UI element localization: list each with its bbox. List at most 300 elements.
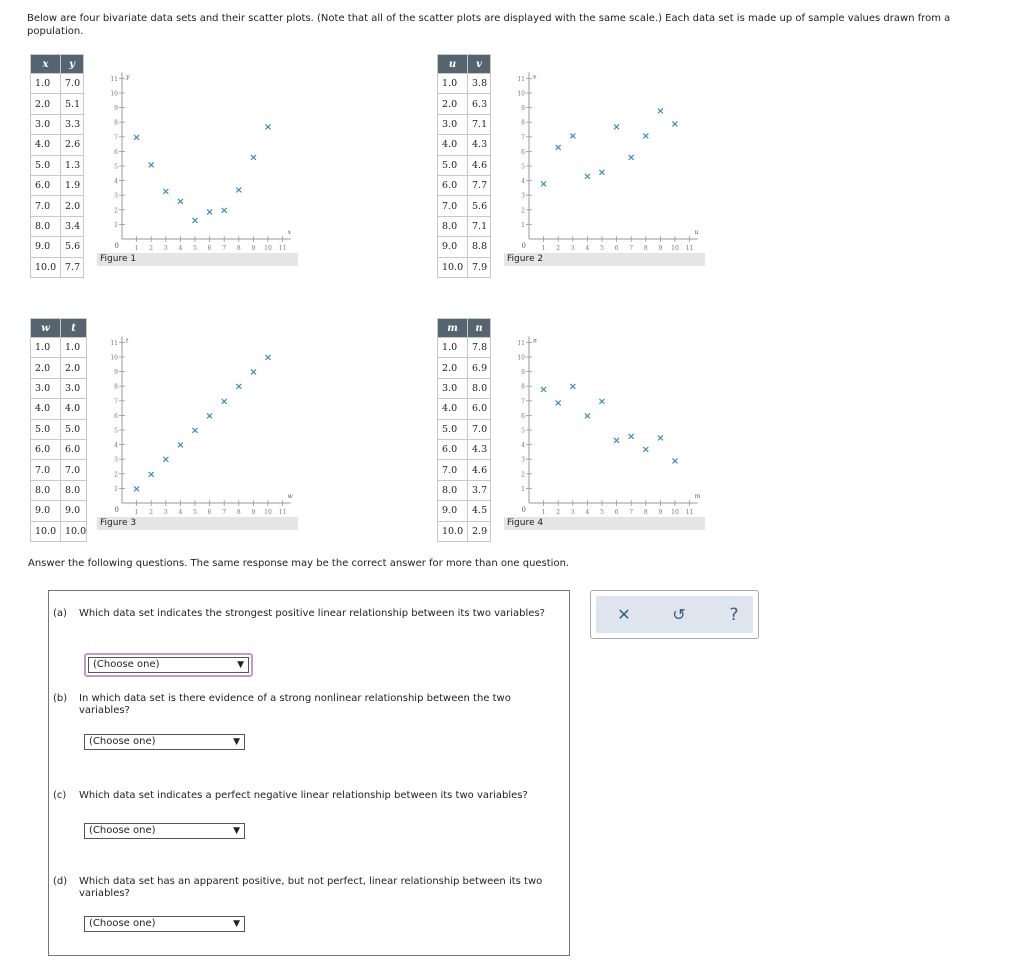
dropdown-arrow-icon: ▼ bbox=[233, 919, 240, 929]
scatter-plot-4 bbox=[500, 318, 710, 514]
question-c bbox=[53, 790, 563, 845]
data-table-3 bbox=[30, 318, 87, 542]
data-point-marker: × bbox=[656, 432, 665, 444]
table-row bbox=[438, 114, 491, 134]
x-tick-label: 11 bbox=[685, 509, 694, 514]
x-tick-label: 5 bbox=[193, 245, 197, 250]
x-tick-label: 8 bbox=[643, 509, 648, 514]
data-point-marker: × bbox=[132, 132, 141, 144]
select-value: (Choose one) bbox=[89, 918, 156, 929]
table-row bbox=[31, 439, 87, 459]
data-point-marker: × bbox=[132, 483, 141, 495]
data-point-marker: × bbox=[205, 206, 214, 218]
table-row bbox=[438, 501, 491, 521]
y-tick-label: 3 bbox=[521, 192, 525, 200]
answer-select-b[interactable] bbox=[84, 734, 245, 750]
cell-x-value: 5.0 bbox=[438, 419, 468, 439]
x-axis-label: x bbox=[287, 229, 291, 236]
table-row bbox=[31, 135, 84, 155]
question-label: (a) bbox=[53, 608, 67, 619]
clear-button[interactable]: ✕ bbox=[617, 605, 631, 624]
cell-y-value: 8.0 bbox=[61, 480, 87, 500]
cell-y-value: 4.3 bbox=[468, 135, 491, 155]
dataset-panel-1 bbox=[30, 54, 300, 274]
cell-x-value: 7.0 bbox=[31, 460, 61, 480]
cell-x-value: 5.0 bbox=[31, 419, 61, 439]
x-tick-label: 8 bbox=[236, 245, 241, 250]
cell-x-value: 3.0 bbox=[31, 114, 61, 134]
y-tick-label: 2 bbox=[114, 207, 118, 215]
table-row bbox=[31, 358, 87, 378]
data-point-marker: × bbox=[147, 160, 156, 172]
table-row bbox=[438, 358, 491, 378]
cell-y-value: 5.6 bbox=[468, 196, 491, 216]
y-tick-label: 11 bbox=[517, 75, 525, 83]
y-axis-label: t bbox=[126, 337, 129, 345]
y-tick-label: 4 bbox=[521, 178, 525, 186]
x-axis-label: w bbox=[287, 493, 293, 500]
cell-y-value: 2.0 bbox=[61, 196, 84, 216]
x-tick-label: 4 bbox=[585, 509, 590, 514]
cell-y-value: 6.3 bbox=[468, 94, 491, 114]
x-tick-label: 10 bbox=[264, 509, 272, 514]
table-row bbox=[438, 216, 491, 236]
y-tick-label: 4 bbox=[521, 442, 525, 450]
col-header-t: t bbox=[61, 319, 87, 338]
answer-select-a[interactable] bbox=[88, 657, 249, 673]
x-tick-label: 7 bbox=[629, 245, 634, 250]
table-row bbox=[31, 114, 84, 134]
x-tick-label: 10 bbox=[671, 509, 679, 514]
select-value: (Choose one) bbox=[93, 659, 160, 670]
select-value: (Choose one) bbox=[89, 825, 156, 836]
question-text: Which data set indicates a perfect negative linear relationship between its two variables? bbox=[79, 790, 528, 801]
table-body bbox=[31, 338, 87, 542]
answer-tools-panel bbox=[590, 590, 759, 639]
x-tick-label: 2 bbox=[149, 245, 154, 250]
x-tick-label: 5 bbox=[193, 509, 197, 514]
cell-x-value: 7.0 bbox=[438, 460, 468, 480]
table-row bbox=[438, 257, 491, 277]
y-tick-label: 8 bbox=[521, 383, 525, 391]
y-tick-label: 6 bbox=[521, 148, 525, 156]
data-point-marker: × bbox=[597, 396, 607, 408]
cell-x-value: 3.0 bbox=[438, 114, 468, 134]
dataset-panel-2 bbox=[437, 54, 707, 274]
col-header-m: m bbox=[438, 319, 468, 338]
data-point-marker: × bbox=[641, 130, 650, 142]
x-tick-label: 7 bbox=[222, 509, 227, 514]
x-tick-label: 3 bbox=[570, 509, 575, 514]
cell-x-value: 1.0 bbox=[438, 74, 468, 94]
cell-y-value: 1.3 bbox=[61, 155, 84, 175]
table-row bbox=[31, 237, 84, 257]
col-header-n: n bbox=[468, 319, 491, 338]
y-tick-label: 2 bbox=[521, 471, 525, 479]
cell-x-value: 3.0 bbox=[31, 378, 61, 398]
x-tick-label: 3 bbox=[163, 245, 168, 250]
table-row bbox=[31, 338, 87, 358]
cell-x-value: 9.0 bbox=[31, 501, 61, 521]
table-row bbox=[31, 155, 84, 175]
cell-y-value: 5.0 bbox=[61, 419, 87, 439]
cell-y-value: 7.7 bbox=[468, 175, 491, 195]
y-axis-label: n bbox=[533, 337, 537, 345]
y-tick-label: 7 bbox=[521, 134, 525, 142]
data-point-marker: × bbox=[612, 122, 621, 134]
cell-x-value: 10.0 bbox=[438, 257, 468, 277]
data-point-marker: × bbox=[670, 119, 680, 131]
y-tick-label: 10 bbox=[517, 90, 525, 98]
table-row bbox=[31, 419, 87, 439]
cell-y-value: 2.6 bbox=[61, 135, 84, 155]
data-point-marker: × bbox=[249, 152, 258, 164]
table-row bbox=[438, 94, 491, 114]
x-tick-label: 8 bbox=[236, 509, 241, 514]
figure-caption-2: Figure 2 bbox=[504, 253, 705, 266]
y-tick-label: 8 bbox=[114, 119, 118, 127]
x-tick-label: 6 bbox=[614, 245, 619, 250]
cell-x-value: 5.0 bbox=[438, 155, 468, 175]
data-point-marker: × bbox=[176, 196, 185, 208]
data-point-marker: × bbox=[670, 456, 680, 468]
x-axis-label: m bbox=[694, 493, 701, 500]
table-row bbox=[438, 175, 491, 195]
question-label: (d) bbox=[53, 876, 68, 887]
y-tick-label: 9 bbox=[521, 369, 525, 377]
table-row bbox=[31, 378, 87, 398]
cell-y-value: 4.6 bbox=[468, 460, 491, 480]
cell-x-value: 2.0 bbox=[31, 358, 61, 378]
dataset-panel-4 bbox=[437, 318, 707, 538]
y-tick-label: 11 bbox=[110, 75, 118, 83]
y-tick-label: 6 bbox=[114, 412, 118, 420]
x-tick-label: 9 bbox=[251, 509, 256, 514]
figure-caption-4: Figure 4 bbox=[504, 517, 705, 530]
x-tick-label: 1 bbox=[134, 245, 139, 250]
y-tick-label: 2 bbox=[114, 471, 118, 479]
x-tick-label: 2 bbox=[556, 245, 561, 250]
undo-button[interactable]: ↺ bbox=[672, 605, 686, 624]
cell-y-value: 7.7 bbox=[61, 257, 84, 277]
cell-x-value: 2.0 bbox=[31, 94, 61, 114]
x-tick-label: 9 bbox=[658, 509, 663, 514]
y-tick-label: 8 bbox=[521, 119, 525, 127]
figure-caption-1: Figure 1 bbox=[97, 253, 298, 266]
data-point-marker: × bbox=[583, 171, 592, 183]
dropdown-arrow-icon: ▼ bbox=[237, 660, 244, 670]
y-tick-label: 7 bbox=[114, 398, 118, 406]
cell-x-value: 3.0 bbox=[438, 378, 468, 398]
cell-y-value: 6.9 bbox=[468, 358, 491, 378]
cell-y-value: 3.7 bbox=[468, 480, 491, 500]
y-axis-label: v bbox=[533, 73, 537, 81]
x-tick-label: 5 bbox=[600, 509, 604, 514]
data-point-marker: × bbox=[568, 381, 577, 393]
data-point-marker: × bbox=[234, 381, 243, 393]
x-tick-label: 10 bbox=[264, 245, 272, 250]
axis-origin-label: 0 bbox=[114, 242, 119, 250]
x-tick-label: 11 bbox=[685, 245, 694, 250]
x-tick-label: 1 bbox=[541, 509, 546, 514]
table-row bbox=[31, 94, 84, 114]
cell-x-value: 7.0 bbox=[31, 196, 61, 216]
data-point-marker: × bbox=[263, 352, 273, 364]
x-tick-label: 6 bbox=[614, 509, 619, 514]
cell-x-value: 8.0 bbox=[438, 216, 468, 236]
cell-y-value: 7.0 bbox=[61, 460, 87, 480]
table-row bbox=[438, 399, 491, 419]
y-tick-label: 9 bbox=[114, 105, 118, 113]
cell-x-value: 10.0 bbox=[438, 521, 468, 541]
figure-caption-3: Figure 3 bbox=[97, 517, 298, 530]
y-tick-label: 6 bbox=[521, 412, 525, 420]
question-box bbox=[48, 590, 570, 956]
cell-x-value: 4.0 bbox=[31, 399, 61, 419]
cell-y-value: 7.1 bbox=[468, 114, 491, 134]
y-tick-label: 9 bbox=[114, 369, 118, 377]
data-point-marker: × bbox=[220, 396, 229, 408]
data-point-marker: × bbox=[176, 440, 185, 452]
table-row bbox=[438, 237, 491, 257]
x-tick-label: 10 bbox=[671, 245, 679, 250]
cell-y-value: 4.5 bbox=[468, 501, 491, 521]
data-point-marker: × bbox=[249, 367, 258, 379]
x-tick-label: 4 bbox=[178, 509, 183, 514]
cell-x-value: 10.0 bbox=[31, 257, 61, 277]
cell-y-value: 8.8 bbox=[468, 237, 491, 257]
cell-y-value: 3.8 bbox=[468, 74, 491, 94]
select-value: (Choose one) bbox=[89, 736, 156, 747]
table-row bbox=[438, 378, 491, 398]
cell-x-value: 6.0 bbox=[31, 175, 61, 195]
data-point-marker: × bbox=[190, 215, 200, 227]
cell-x-value: 4.0 bbox=[31, 135, 61, 155]
y-tick-label: 1 bbox=[114, 485, 118, 493]
x-tick-label: 2 bbox=[556, 509, 561, 514]
y-tick-label: 9 bbox=[521, 105, 525, 113]
y-tick-label: 5 bbox=[114, 427, 118, 435]
cell-x-value: 8.0 bbox=[31, 480, 61, 500]
data-point-marker: × bbox=[539, 384, 548, 396]
table-row bbox=[438, 419, 491, 439]
cell-y-value: 9.0 bbox=[61, 501, 87, 521]
question-label: (c) bbox=[53, 790, 67, 801]
y-axis-label: y bbox=[126, 73, 130, 81]
cell-y-value: 3.0 bbox=[61, 378, 87, 398]
x-axis-label: u bbox=[694, 229, 699, 236]
tools-bar bbox=[596, 596, 753, 633]
data-point-marker: × bbox=[656, 106, 665, 118]
cell-y-value: 7.9 bbox=[468, 257, 491, 277]
cell-y-value: 3.4 bbox=[61, 216, 84, 236]
question-b bbox=[53, 693, 563, 755]
table-row bbox=[438, 155, 491, 175]
x-tick-label: 11 bbox=[278, 509, 287, 514]
x-tick-label: 6 bbox=[207, 509, 212, 514]
y-tick-label: 5 bbox=[521, 163, 525, 171]
y-tick-label: 8 bbox=[114, 383, 118, 391]
x-tick-label: 3 bbox=[570, 245, 575, 250]
question-text: In which data set is there evidence of a strong nonlinear relationship between the two variables? bbox=[79, 693, 511, 716]
scatter-plot-3 bbox=[93, 318, 303, 514]
y-tick-label: 3 bbox=[521, 456, 525, 464]
col-header-v: v bbox=[468, 55, 491, 74]
y-tick-label: 4 bbox=[114, 178, 118, 186]
help-button[interactable]: ? bbox=[729, 605, 739, 625]
table-row bbox=[438, 460, 491, 480]
data-point-marker: × bbox=[641, 444, 650, 456]
question-d bbox=[53, 876, 563, 938]
cell-x-value: 5.0 bbox=[31, 155, 61, 175]
x-tick-label: 4 bbox=[178, 245, 183, 250]
data-point-marker: × bbox=[612, 435, 621, 447]
table-row bbox=[438, 521, 491, 541]
data-point-marker: × bbox=[190, 425, 200, 437]
data-point-marker: × bbox=[554, 142, 563, 154]
cell-x-value: 9.0 bbox=[31, 237, 61, 257]
y-tick-label: 5 bbox=[114, 163, 118, 171]
cell-x-value: 8.0 bbox=[31, 216, 61, 236]
scatter-plot-2 bbox=[500, 54, 710, 250]
cell-y-value: 1.0 bbox=[61, 338, 87, 358]
y-tick-label: 6 bbox=[114, 148, 118, 156]
cell-y-value: 3.3 bbox=[61, 114, 84, 134]
cell-y-value: 1.9 bbox=[61, 175, 84, 195]
cell-x-value: 6.0 bbox=[438, 175, 468, 195]
cell-y-value: 5.6 bbox=[61, 237, 84, 257]
cell-x-value: 1.0 bbox=[31, 338, 61, 358]
cell-y-value: 4.3 bbox=[468, 439, 491, 459]
table-row bbox=[438, 338, 491, 358]
cell-x-value: 1.0 bbox=[31, 74, 61, 94]
data-point-marker: × bbox=[554, 397, 563, 409]
table-row bbox=[31, 501, 87, 521]
x-tick-label: 7 bbox=[222, 245, 227, 250]
y-tick-label: 11 bbox=[517, 339, 525, 347]
table-row bbox=[31, 196, 84, 216]
axis-origin-label: 0 bbox=[521, 506, 526, 514]
question-label: (b) bbox=[53, 693, 68, 704]
cell-x-value: 9.0 bbox=[438, 237, 468, 257]
cell-x-value: 8.0 bbox=[438, 480, 468, 500]
x-tick-label: 9 bbox=[658, 245, 663, 250]
x-tick-label: 2 bbox=[149, 509, 154, 514]
y-tick-label: 7 bbox=[521, 398, 525, 406]
y-tick-label: 3 bbox=[114, 456, 118, 464]
table-row bbox=[438, 74, 491, 94]
data-point-marker: × bbox=[597, 167, 607, 179]
y-tick-label: 7 bbox=[114, 134, 118, 142]
axis-origin-label: 0 bbox=[521, 242, 526, 250]
cell-x-value: 4.0 bbox=[438, 135, 468, 155]
cell-y-value: 2.9 bbox=[468, 521, 491, 541]
cell-y-value: 8.0 bbox=[468, 378, 491, 398]
answer-instructions: Answer the following questions. The same response may be the correct answer for more than one question. bbox=[28, 558, 570, 569]
question-text: Which data set indicates the strongest positive linear relationship between its two variables? bbox=[79, 608, 545, 619]
table-body bbox=[438, 338, 491, 542]
data-point-marker: × bbox=[205, 410, 214, 422]
y-tick-label: 2 bbox=[521, 207, 525, 215]
cell-x-value: 6.0 bbox=[438, 439, 468, 459]
dataset-panel-3 bbox=[30, 318, 300, 538]
x-tick-label: 1 bbox=[134, 509, 139, 514]
dropdown-arrow-icon: ▼ bbox=[233, 737, 240, 747]
cell-y-value: 7.8 bbox=[468, 338, 491, 358]
table-row bbox=[31, 257, 84, 277]
cell-x-value: 6.0 bbox=[31, 439, 61, 459]
y-tick-label: 1 bbox=[521, 485, 525, 493]
x-tick-label: 1 bbox=[541, 245, 546, 250]
y-tick-label: 1 bbox=[114, 221, 118, 229]
data-table-1 bbox=[30, 54, 84, 278]
cell-y-value: 7.1 bbox=[468, 216, 491, 236]
x-tick-label: 11 bbox=[278, 245, 287, 250]
cell-y-value: 4.6 bbox=[468, 155, 491, 175]
data-point-marker: × bbox=[568, 130, 577, 142]
table-row bbox=[31, 399, 87, 419]
data-table-2 bbox=[437, 54, 491, 278]
axis-origin-label: 0 bbox=[114, 506, 119, 514]
data-point-marker: × bbox=[627, 431, 636, 443]
cell-x-value: 2.0 bbox=[438, 358, 468, 378]
x-tick-label: 3 bbox=[163, 509, 168, 514]
answer-select-d[interactable] bbox=[84, 916, 245, 932]
col-header-w: w bbox=[31, 319, 61, 338]
x-tick-label: 5 bbox=[600, 245, 604, 250]
data-table-4 bbox=[437, 318, 491, 542]
y-tick-label: 10 bbox=[110, 354, 118, 362]
cell-y-value: 10.0 bbox=[61, 521, 87, 541]
cell-x-value: 1.0 bbox=[438, 338, 468, 358]
select-focus-ring bbox=[84, 653, 253, 677]
x-tick-label: 4 bbox=[585, 245, 590, 250]
table-body bbox=[31, 74, 84, 278]
table-row bbox=[438, 439, 491, 459]
data-point-marker: × bbox=[627, 152, 636, 164]
question-a bbox=[53, 608, 563, 678]
table-row bbox=[31, 175, 84, 195]
data-point-marker: × bbox=[263, 122, 273, 134]
x-tick-label: 8 bbox=[643, 245, 648, 250]
table-row bbox=[31, 521, 87, 541]
y-tick-label: 1 bbox=[521, 221, 525, 229]
data-point-marker: × bbox=[161, 186, 170, 198]
answer-select-c[interactable] bbox=[84, 823, 245, 839]
y-tick-label: 3 bbox=[114, 192, 118, 200]
cell-y-value: 4.0 bbox=[61, 399, 87, 419]
y-tick-label: 10 bbox=[110, 90, 118, 98]
data-point-marker: × bbox=[539, 179, 548, 191]
data-point-marker: × bbox=[234, 184, 243, 196]
question-text: Which data set has an apparent positive, but not perfect, linear relationship between its two variables? bbox=[79, 876, 543, 899]
x-tick-label: 6 bbox=[207, 245, 212, 250]
x-tick-label: 9 bbox=[251, 245, 256, 250]
cell-y-value: 7.0 bbox=[61, 74, 84, 94]
cell-y-value: 6.0 bbox=[61, 439, 87, 459]
col-header-x: x bbox=[31, 55, 61, 74]
data-point-marker: × bbox=[147, 469, 156, 481]
table-row bbox=[438, 196, 491, 216]
cell-x-value: 2.0 bbox=[438, 94, 468, 114]
table-row bbox=[31, 460, 87, 480]
cell-x-value: 9.0 bbox=[438, 501, 468, 521]
col-header-y: y bbox=[61, 55, 84, 74]
table-row bbox=[438, 135, 491, 155]
dropdown-arrow-icon: ▼ bbox=[233, 826, 240, 836]
y-tick-label: 4 bbox=[114, 442, 118, 450]
cell-x-value: 10.0 bbox=[31, 521, 61, 541]
